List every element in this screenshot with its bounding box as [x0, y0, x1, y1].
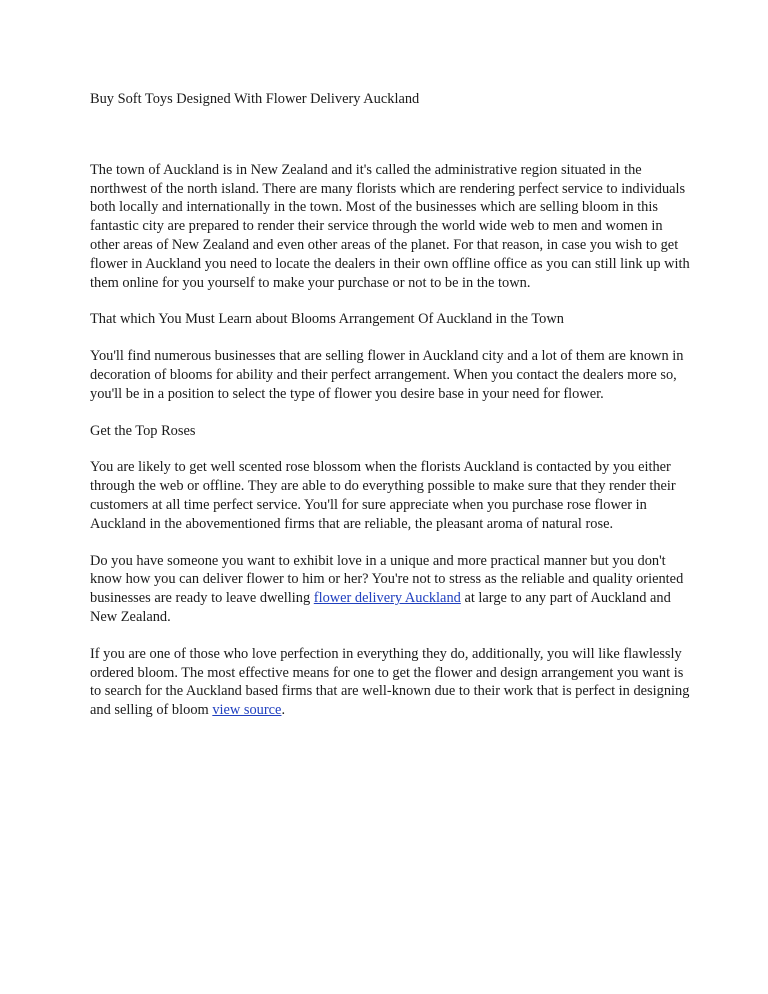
paragraph-businesses: You'll find numerous businesses that are selling flower in Auckland city and a lot of them are known in decoration of blooms for ability and their perfect arrangement. When you contact the dealers more so, you'll be in a position to select the type of flower you desire base in your need for flower.: [90, 348, 684, 402]
paragraph-delivery: [90, 552, 690, 627]
view-source-link[interactable]: view source: [212, 702, 282, 719]
document-title: Buy Soft Toys Designed With Flower Delivery Auckland: [90, 91, 420, 107]
section-heading-blooms-arrangement: That which You Must Learn about Blooms Arrangement Of Auckland in the Town: [90, 311, 564, 328]
paragraph-intro: The town of Auckland is in New Zealand and it's called the administrative region situated in the northwest of the north island. There are many florists which are rendering perfect service to individuals both locally and internationally in the town. Most of the businesses which are selling bloom in this fantastic city are prepared to render their service through the world wide web to men and women in other areas of New Zealand and even other areas of the planet. For that reason, in case you wish to get flower in Auckland you need to locate the dealers in their own offline office as you can still link up with them online for you yourself to make your purchase or not to be in the town.: [90, 161, 690, 291]
section-heading-top-roses: Get the Top Roses: [90, 422, 196, 439]
paragraph-perfection-text: If you are one of those who love perfection in everything they do, additionally, you will like flawlessly ordered bloom. The most effective means for one to get the flower and design arrangement you want is to search for the Auckland based firms that are well-known due to their work that is perfect in designing and selling of bloom: [90, 645, 690, 719]
flower-delivery-auckland-link[interactable]: flower delivery Auckland: [313, 590, 461, 607]
paragraph-roses: You are likely to get well scented rose blossom when the florists Auckland is contacted by you either through the web or offline. They are able to do everything possible to make sure that they render their customers at all time perfect service. You'll for sure appreciate when you purchase rose flower in Auckland in the abovementioned firms that are reliable, the pleasant aroma of natural rose.: [90, 459, 676, 532]
paragraph-perfection-text-end: .: [281, 702, 286, 719]
paragraph-delivery-text-end: at large to any part of Auckland and New Zealand.: [90, 590, 671, 625]
document-body: [90, 90, 690, 738]
paragraph-perfection: [90, 645, 690, 720]
paragraph-delivery-text: Do you have someone you want to exhibit love in a unique and more practical manner but you don't know how you can deliver flower to him or her? You're not to stress as the reliable and quality oriented businesses are ready to leave dwelling: [90, 552, 684, 607]
